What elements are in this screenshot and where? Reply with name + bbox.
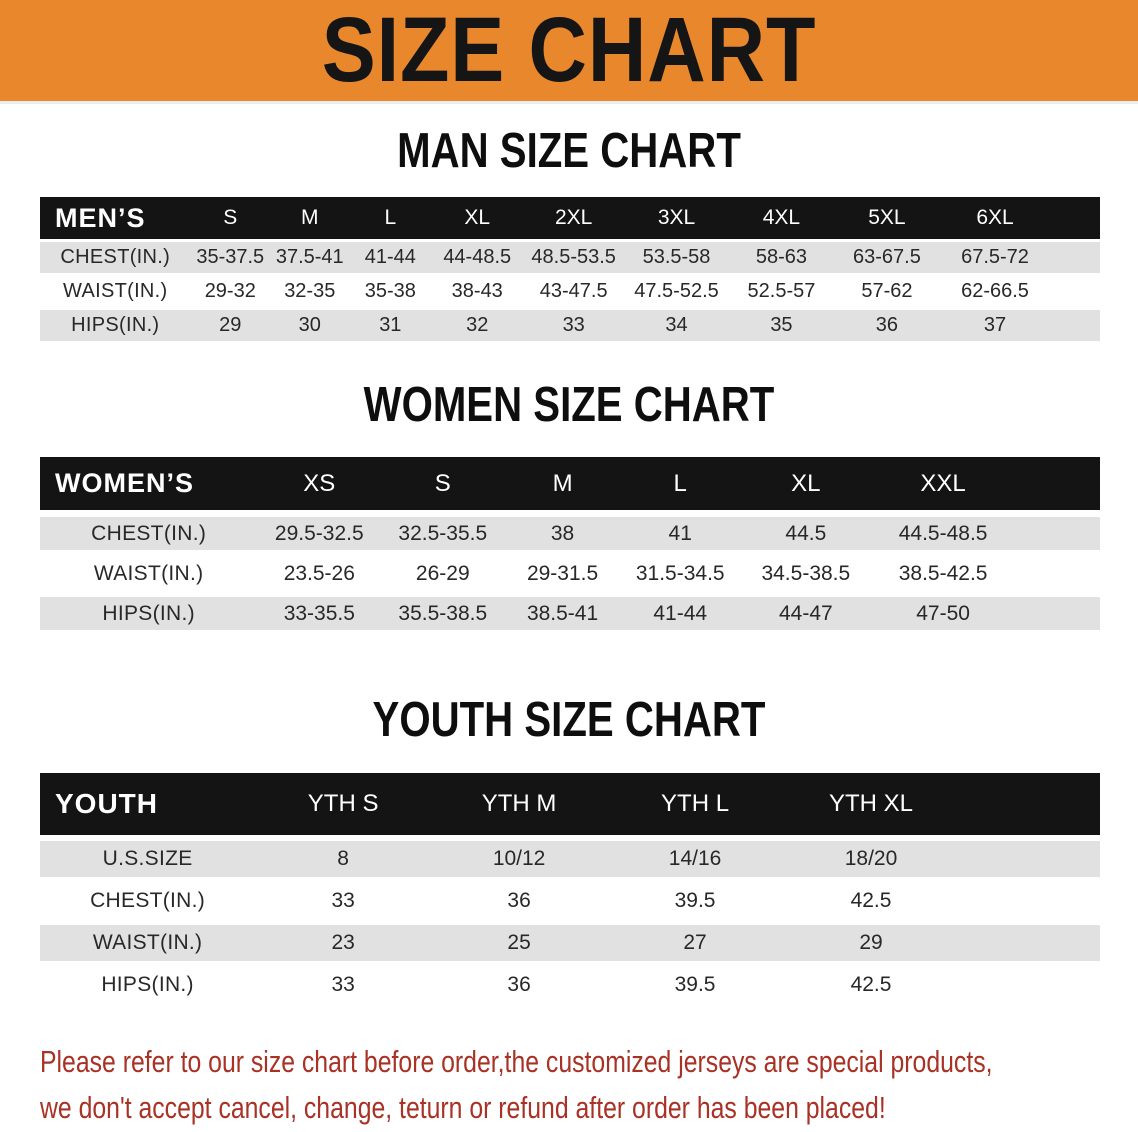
womens-chart-heading: WOMEN SIZE CHART: [363, 378, 775, 432]
womens-header-row: [40, 457, 1100, 510]
disclaimer-line-1: Please refer to our size chart before order,the customized jerseys are special products,: [40, 1044, 993, 1079]
cell: 35-38: [364, 280, 416, 302]
spacer-cell: [959, 883, 1100, 919]
cell: 25: [431, 925, 607, 961]
mens-group-label: MEN’S: [40, 197, 191, 239]
cell: 47-50: [872, 597, 1014, 630]
youth-size-table: [40, 767, 1100, 1009]
table-row: [40, 557, 1100, 590]
mens-chart-heading: MAN SIZE CHART: [397, 124, 741, 178]
spacer-cell: [1050, 242, 1100, 273]
cell: 39.5: [674, 973, 716, 996]
column-header: 6XL: [940, 197, 1050, 239]
column-header: S: [381, 457, 504, 510]
cell: 38.5-42.5: [898, 561, 988, 585]
spacer-cell: [1050, 310, 1100, 341]
cell: 41: [621, 517, 740, 550]
size-chart-banner: [0, 0, 1138, 104]
cell: 29.5-32.5: [257, 517, 381, 550]
cell: 23: [255, 925, 431, 961]
cell: 41-44: [621, 597, 740, 630]
column-header: L: [350, 197, 432, 239]
cell: 31.5-34.5: [635, 561, 725, 585]
cell: 33: [331, 973, 355, 996]
cell: 29-32: [204, 280, 256, 302]
cell: 23.5-26: [283, 561, 355, 585]
cell: 53.5-58: [624, 242, 729, 273]
column-header: 3XL: [624, 197, 729, 239]
spacer-cell: [1014, 517, 1100, 550]
cell: 67.5-72: [940, 242, 1050, 273]
column-header: XL: [431, 197, 523, 239]
cell: 35-37.5: [191, 242, 271, 273]
row-label: HIPS(IN.): [101, 973, 194, 996]
cell: 34.5-38.5: [761, 561, 851, 585]
row-label: U.S.SIZE: [40, 841, 255, 877]
cell: 32-35: [284, 280, 336, 302]
cell: 38: [504, 517, 621, 550]
table-row: [40, 883, 1100, 919]
cell: 26-29: [415, 561, 470, 585]
column-header: S: [191, 197, 271, 239]
cell: 33: [331, 889, 355, 912]
mens-header-row: [40, 197, 1100, 239]
column-header: XS: [257, 457, 381, 510]
cell: 32: [431, 310, 523, 341]
table-row: [40, 517, 1100, 550]
cell: 33-35.5: [257, 597, 381, 630]
cell: 41-44: [350, 242, 432, 273]
table-row: [40, 242, 1100, 273]
spacer-cell: [959, 841, 1100, 877]
row-label: CHEST(IN.): [90, 889, 206, 912]
cell: 38.5-41: [504, 597, 621, 630]
cell: 38-43: [451, 280, 503, 302]
spacer-cell: [1014, 457, 1100, 510]
cell: 37: [940, 310, 1050, 341]
youth-section: [0, 693, 1138, 1009]
womens-group-label: WOMEN’S: [40, 457, 257, 510]
banner-title: SIZE CHART: [321, 0, 817, 101]
row-label: CHEST(IN.): [40, 242, 191, 273]
row-label: WAIST(IN.): [93, 561, 204, 585]
table-row: [40, 276, 1100, 307]
cell: 10/12: [431, 841, 607, 877]
cell: 29: [783, 925, 959, 961]
table-row: [40, 310, 1100, 341]
column-header: 5XL: [834, 197, 940, 239]
column-header: 4XL: [729, 197, 834, 239]
cell: 33: [523, 310, 624, 341]
cell: 14/16: [607, 841, 783, 877]
column-header: M: [270, 197, 350, 239]
cell: 8: [255, 841, 431, 877]
cell: 48.5-53.5: [523, 242, 624, 273]
column-header: YTH M: [431, 773, 607, 835]
row-label: WAIST(IN.): [40, 925, 255, 961]
cell: 63-67.5: [834, 242, 940, 273]
cell: 44.5-48.5: [872, 517, 1014, 550]
cell: 44-48.5: [431, 242, 523, 273]
cell: 36: [834, 310, 940, 341]
spacer-cell: [959, 967, 1100, 1003]
cell: 62-66.5: [961, 280, 1029, 302]
cell: 29-31.5: [526, 561, 599, 585]
table-row: [40, 841, 1100, 877]
row-label: WAIST(IN.): [63, 280, 168, 302]
cell: 58-63: [729, 242, 834, 273]
cell: 47.5-52.5: [634, 280, 719, 302]
column-header: YTH XL: [783, 773, 959, 835]
disclaimer-note: [40, 1039, 1138, 1131]
disclaimer-line-2: we don't accept cancel, change, teturn or refund after order has been placed!: [40, 1090, 886, 1125]
cell: 32.5-35.5: [381, 517, 504, 550]
column-header: YTH S: [255, 773, 431, 835]
youth-chart-heading: YOUTH SIZE CHART: [372, 693, 766, 747]
cell: 34: [624, 310, 729, 341]
column-header: L: [621, 457, 740, 510]
mens-section: [0, 124, 1138, 344]
spacer-cell: [1050, 197, 1100, 239]
cell: 43-47.5: [539, 280, 608, 302]
cell: 42.5: [850, 889, 892, 912]
spacer-cell: [1050, 276, 1100, 307]
spacer-cell: [1014, 557, 1100, 590]
youth-group-label: YOUTH: [40, 773, 255, 835]
column-header: M: [504, 457, 621, 510]
youth-header-row: [40, 773, 1100, 835]
table-row: [40, 967, 1100, 1003]
cell: 44.5: [740, 517, 873, 550]
column-header: XXL: [872, 457, 1014, 510]
cell: 35: [729, 310, 834, 341]
cell: 39.5: [674, 889, 716, 912]
cell: 57-62: [861, 280, 913, 302]
table-row: [40, 597, 1100, 630]
column-header: YTH L: [607, 773, 783, 835]
row-label: CHEST(IN.): [40, 517, 257, 550]
cell: 52.5-57: [747, 280, 816, 302]
cell: 36: [507, 973, 531, 996]
cell: 44-47: [740, 597, 873, 630]
cell: 37.5-41: [270, 242, 350, 273]
cell: 30: [270, 310, 350, 341]
cell: 36: [507, 889, 531, 912]
cell: 27: [607, 925, 783, 961]
womens-section: [0, 378, 1138, 637]
column-header: XL: [740, 457, 873, 510]
cell: 18/20: [783, 841, 959, 877]
cell: 31: [350, 310, 432, 341]
row-label: HIPS(IN.): [40, 597, 257, 630]
cell: 29: [191, 310, 271, 341]
cell: 42.5: [850, 973, 892, 996]
spacer-cell: [959, 925, 1100, 961]
mens-size-table: [40, 194, 1100, 344]
column-header: 2XL: [523, 197, 624, 239]
spacer-cell: [959, 773, 1100, 835]
table-row: [40, 925, 1100, 961]
cell: 35.5-38.5: [381, 597, 504, 630]
womens-size-table: [40, 450, 1100, 637]
spacer-cell: [1014, 597, 1100, 630]
row-label: HIPS(IN.): [40, 310, 191, 341]
